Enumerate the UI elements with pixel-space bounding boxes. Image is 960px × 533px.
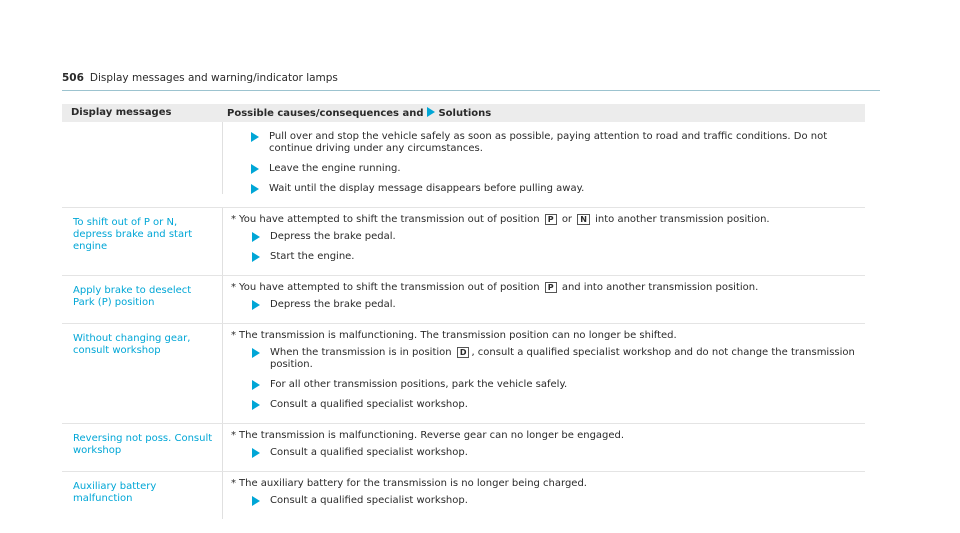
table-header bbox=[62, 104, 865, 122]
solution-cell bbox=[222, 122, 865, 207]
footnote-star: * bbox=[231, 214, 236, 225]
page-number: 506 bbox=[62, 72, 84, 84]
message-cell: Auxiliary battery malfunction bbox=[73, 481, 157, 504]
message-cell: To shift out of P or N, depress brake and start engine bbox=[73, 217, 193, 252]
gear-p-icon: P bbox=[545, 214, 557, 225]
solution-step: Depress the brake pedal. bbox=[252, 231, 855, 243]
triangle-arrow-icon bbox=[252, 496, 260, 506]
footnote-star: * bbox=[231, 478, 236, 489]
solution-cell bbox=[222, 472, 865, 519]
gear-n-icon: N bbox=[577, 214, 590, 225]
message-cell bbox=[62, 122, 222, 207]
table-row bbox=[62, 472, 865, 519]
triangle-arrow-icon bbox=[252, 380, 260, 390]
solution-cell bbox=[222, 276, 865, 323]
page-header bbox=[62, 72, 880, 91]
display-messages-table bbox=[62, 104, 865, 519]
solution-step: Wait until the display message disappears before pulling away. bbox=[251, 183, 855, 195]
message-cell: Without changing gear, consult workshop bbox=[73, 333, 191, 356]
solution-step: Consult a qualified specialist workshop. bbox=[252, 495, 855, 507]
col-header-messages: Display messages bbox=[71, 107, 172, 118]
footnote-star: * bbox=[231, 330, 236, 341]
solution-step: Pull over and stop the vehicle safely as soon as possible, paying attention to road and traffic conditions. Do not continue driving under any circumstances. bbox=[251, 131, 855, 155]
triangle-arrow-icon bbox=[252, 400, 260, 410]
gear-p-icon: P bbox=[545, 282, 557, 293]
triangle-arrow-icon bbox=[252, 300, 260, 310]
cause-text: You have attempted to shift the transmission out of position P or N into another transmission position. bbox=[239, 214, 770, 225]
solution-cell bbox=[222, 424, 865, 471]
cause-text: The transmission is malfunctioning. Reverse gear can no longer be engaged. bbox=[239, 430, 625, 441]
footnote-star: * bbox=[231, 282, 236, 293]
table-row bbox=[62, 122, 865, 208]
table-row bbox=[62, 324, 865, 424]
solution-cell bbox=[222, 324, 865, 423]
cause-text: The auxiliary battery for the transmission is no longer being charged. bbox=[239, 478, 587, 489]
cause-text: You have attempted to shift the transmission out of position P and into another transmission position. bbox=[239, 282, 759, 293]
solution-step: Consult a qualified specialist workshop. bbox=[252, 447, 855, 459]
solution-step: Start the engine. bbox=[252, 251, 855, 263]
triangle-arrow-icon bbox=[427, 107, 435, 117]
solution-step: Leave the engine running. bbox=[251, 163, 855, 175]
solution-step: When the transmission is in position D , consult a qualified specialist workshop and do not change the transmission position. bbox=[252, 347, 855, 371]
message-cell: Reversing not poss. Consult workshop bbox=[73, 433, 213, 456]
table-row bbox=[62, 208, 865, 276]
triangle-arrow-icon bbox=[251, 132, 259, 142]
triangle-arrow-icon bbox=[252, 252, 260, 262]
footnote-star: * bbox=[231, 430, 236, 441]
triangle-arrow-icon bbox=[252, 232, 260, 242]
triangle-arrow-icon bbox=[252, 448, 260, 458]
triangle-arrow-icon bbox=[251, 184, 259, 194]
col-header-causes-label: Possible causes/consequences and bbox=[227, 107, 424, 119]
solution-step: Depress the brake pedal. bbox=[252, 299, 855, 311]
table-row bbox=[62, 276, 865, 324]
table-row bbox=[62, 424, 865, 472]
triangle-arrow-icon bbox=[252, 348, 260, 358]
solution-cell bbox=[222, 208, 865, 275]
solution-step: For all other transmission positions, park the vehicle safely. bbox=[252, 379, 855, 391]
triangle-arrow-icon bbox=[251, 164, 259, 174]
col-header-solutions-label: Solutions bbox=[438, 107, 492, 119]
page-title: Display messages and warning/indicator lamps bbox=[89, 72, 338, 84]
message-cell: Apply brake to deselect Park (P) position bbox=[73, 285, 192, 308]
gear-d-icon: D bbox=[457, 347, 470, 358]
solution-step: Consult a qualified specialist workshop. bbox=[252, 399, 855, 411]
col-header-causes bbox=[222, 107, 865, 120]
cause-text: The transmission is malfunctioning. The transmission position can no longer be shifted. bbox=[239, 330, 677, 341]
